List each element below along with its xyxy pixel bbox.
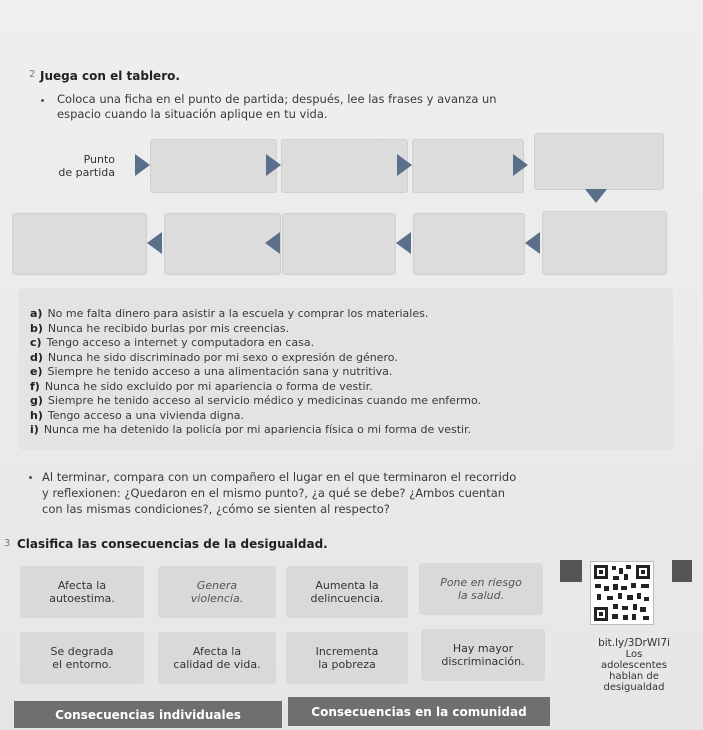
statement-text: Tengo acceso a una vivienda digna. (47, 408, 244, 422)
card-line: violencia. (190, 592, 244, 605)
exercise-2-number: 2 (29, 69, 36, 80)
exercise-3-number: 3 (4, 538, 11, 549)
exercise-2-title: Juega con el tablero. (40, 69, 180, 83)
board-space[interactable] (413, 213, 525, 275)
statement-letter: i) (30, 423, 39, 436)
card-line: Se degrada (50, 645, 114, 658)
board-arrow-right-icon (397, 154, 412, 176)
statement-text: Siempre he tenido acceso a una alimentación sana y nutritiva. (47, 365, 393, 378)
conclusion-line: y reflexionen: ¿Quedaron en el mismo punto?, ¿a qué se debe? ¿Ambos cuentan (42, 486, 506, 500)
card-line: Hay mayor (452, 642, 514, 655)
card-line: Genera (196, 579, 238, 592)
board-space[interactable] (282, 213, 396, 275)
qr-caption-line: Los (625, 649, 643, 660)
statement-item (30, 322, 481, 336)
consequence-card[interactable] (419, 563, 543, 615)
board-space[interactable] (281, 139, 408, 193)
consequence-card[interactable] (20, 632, 144, 684)
start-label (35, 153, 115, 179)
card-line: Afecta la (57, 579, 107, 592)
statement-item (30, 394, 481, 408)
board-space[interactable] (164, 213, 281, 275)
board-arrow-down-icon (585, 189, 607, 203)
card-line: autoestima. (49, 592, 115, 605)
qr-caption-line: desigualdad (603, 682, 665, 693)
statement-letter: g) (30, 394, 43, 407)
category-individual[interactable]: Consecuencias individuales (14, 701, 282, 728)
qr-caption-line: adolescentes (600, 660, 667, 671)
statement-item (30, 409, 481, 423)
consequence-card[interactable] (286, 566, 408, 618)
board-arrow-right-icon (513, 154, 528, 176)
board-arrow-left-icon (525, 232, 540, 254)
board-arrow-left-icon (147, 232, 162, 254)
board-arrow-left-icon (265, 232, 280, 254)
card-line: Pone en riesgo (440, 576, 522, 589)
consequence-card[interactable] (286, 632, 408, 684)
statement-text: Nunca he sido discriminado por mi sexo o expresión de género. (47, 350, 398, 364)
category-community[interactable]: Consecuencias en la comunidad (288, 697, 550, 726)
bullet-icon (29, 476, 32, 479)
card-line: discriminación. (441, 655, 525, 668)
statement-letter: h) (30, 408, 43, 422)
statement-item (30, 351, 481, 365)
card-line: delincuencia. (310, 592, 384, 605)
exercise-3-title: Clasifica las consecuencias de la desigualdad. (17, 537, 328, 551)
board-arrow-left-icon (396, 232, 411, 254)
statement-text: No me falta dinero para asistir a la escuela y comprar los materiales. (47, 307, 429, 320)
statement-item (30, 380, 481, 394)
qr-code-icon[interactable] (590, 561, 654, 625)
start-label-line1: Punto (83, 153, 115, 166)
card-line: la pobreza (318, 658, 376, 671)
consequence-card[interactable] (158, 632, 276, 684)
statement-item (30, 423, 481, 437)
card-line: la salud. (457, 589, 505, 602)
statement-letter: f) (30, 379, 40, 393)
statement-letter: c) (30, 336, 42, 349)
statement-letter: d) (30, 350, 43, 364)
statement-item (30, 336, 481, 350)
start-label-line2: de partida (58, 166, 115, 179)
statement-text: Siempre he tenido acceso al servicio médico y medicinas cuando me enfermo. (47, 394, 482, 407)
statement-letter: e) (30, 365, 43, 378)
consequence-card[interactable] (421, 629, 545, 681)
board-space[interactable] (542, 211, 667, 275)
board-space[interactable] (12, 213, 147, 275)
statement-letter: a) (30, 307, 43, 320)
consequence-card[interactable] (158, 566, 276, 618)
statement-letter: b) (30, 321, 43, 335)
card-line: Afecta la (192, 645, 242, 658)
board-space[interactable] (150, 139, 277, 193)
qr-frame-corner (560, 560, 582, 582)
statements-list (30, 307, 481, 437)
conclusion-text (42, 469, 516, 517)
exercise-2-instruction: Coloca una ficha en el punto de partida; después, lee las frases y avanza un espacio cuando la situación aplique en tu vida. (57, 92, 497, 121)
qr-caption (579, 638, 689, 693)
bullet-icon (41, 99, 44, 102)
statement-item (30, 307, 481, 321)
board-space[interactable] (534, 133, 664, 190)
card-line: el entorno. (52, 658, 112, 671)
card-line: calidad de vida. (173, 658, 261, 671)
consequence-card[interactable] (20, 566, 144, 618)
statement-text: Nunca me ha detenido la policía por mi apariencia física o mi forma de vestir. (43, 423, 472, 436)
board-arrow-right-icon (266, 154, 281, 176)
statement-text: Nunca he sido excluido por mi apariencia o forma de vestir. (44, 379, 373, 393)
card-line: Incrementa (315, 645, 379, 658)
qr-frame-corner (672, 560, 692, 582)
statement-text: Nunca he recibido burlas por mis creencias. (47, 321, 290, 335)
statement-item (30, 365, 481, 379)
qr-caption-line: hablan de (609, 671, 659, 682)
qr-url[interactable]: bit.ly/3DrWI7i (598, 637, 670, 649)
statement-text: Tengo acceso a internet y computadora en casa. (46, 336, 315, 349)
card-line: Aumenta la (315, 579, 379, 592)
board-space[interactable] (412, 139, 524, 193)
conclusion-line: con las mismas condiciones?, ¿cómo se sienten al respecto? (42, 502, 390, 516)
board-arrow-right-icon (135, 154, 150, 176)
conclusion-line: Al terminar, compara con un compañero el lugar en el que terminaron el recorrido (42, 470, 517, 484)
